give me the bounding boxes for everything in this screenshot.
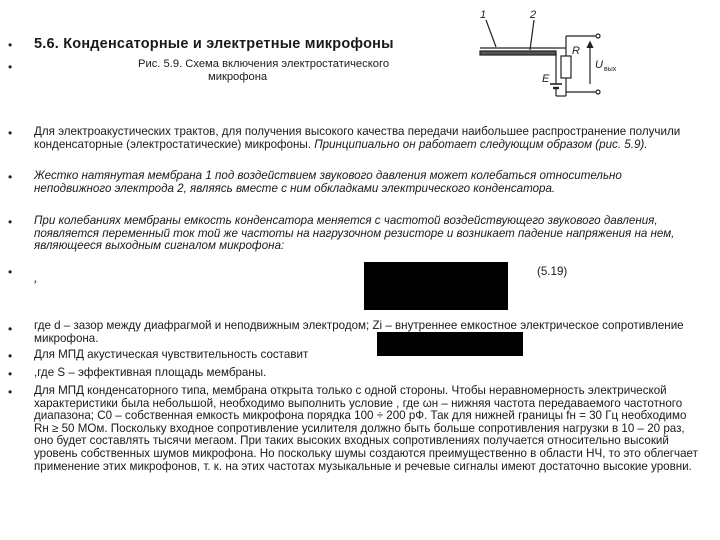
bullet: • <box>8 322 13 336</box>
bullet: • <box>8 349 13 363</box>
label-U-sub: вых <box>604 66 617 73</box>
label-R: R <box>572 45 580 57</box>
bullet: • <box>8 265 13 279</box>
caption-line-2: микрофона <box>208 71 268 83</box>
paragraph-intro <box>34 126 694 151</box>
page-title: 5.6. Конденсаторные и электретные микрофоны <box>34 36 394 52</box>
bullet: • <box>8 367 13 381</box>
label-U: U <box>595 59 603 71</box>
paragraph-sensitivity: Для МПД акустическая чувствительность составит <box>34 348 309 361</box>
resistor <box>561 56 571 78</box>
formula-separator: , <box>34 270 38 285</box>
paragraph-where: где d – зазор между диафрагмой и неподвижным электродом; Zi – внутреннее емкостное электрическое сопротивление микрофона. <box>34 319 684 345</box>
bullet: • <box>8 126 13 140</box>
label-2: 2 <box>530 9 537 21</box>
caption-line-1: Рис. 5.9. Схема включения электростатического <box>138 58 390 70</box>
paragraph-capacitance: При колебаниях мембраны емкость конденсатора меняется с частотой воздействующего звукового давления, появляется переменный ток той же частоты на нагрузочном резисторе и возникает падение напряжения на нем, являющееся выходным сигналом микрофона: <box>34 214 675 253</box>
paragraph-intro-italic: Принципиально он работает следующим образом (рис. 5.9). <box>314 137 648 151</box>
equation-number: (5.19) <box>537 265 568 278</box>
bullet: • <box>8 385 13 399</box>
bullet: • <box>8 170 13 184</box>
formula-image-placeholder <box>364 262 508 310</box>
paragraph-membrane: Жестко натянутая мембрана 1 под воздействием звукового давления может колебаться относительно неподвижного электрода 2, являясь вместе с ним обкладками электрического конденсатора. <box>34 169 622 195</box>
paragraph-intro-text: Для электроакустических трактов, для получения высокого качества передачи наибольшее распространение получили конденсаторные (электростатические) микрофоны. <box>34 125 681 151</box>
microphone-circuit-diagram <box>470 6 620 108</box>
bullet: • <box>8 38 13 52</box>
fixed-electrode <box>480 51 556 55</box>
bullet: • <box>8 215 13 229</box>
bullet: • <box>8 60 13 74</box>
paragraph-condition: Для МПД конденсаторного типа, мембрана открыта только с одной стороны. Чтобы неравномерность электрической характеристики была небольшой, необходимо выполнить условие , где ωн – нижняя частота передаваемого частотного диапазона; С0 – собственная емкость микрофона порядка 100 ÷ 200 рФ. Так для нижней границы fн = 30 Гц необходимо Rн ≥ 50 МОм. Поскольку входное сопротивление усилителя должно быть больше сопротивления нагрузки в 10 – 20 раз, оно будет составлять тысячи мегаом. При таких высоких входных сопротивлениях получается относительно высокий уровень собственных шумов микрофона. Но поскольку шумы создаются преимущественно в области НЧ, то это облегчает применение этих микрофонов, т. к. на этих частотах музыкальные и речевые сигналы имеют достаточно высокие уровни. <box>34 384 698 473</box>
paragraph-area: ,где S – эффективная площадь мембраны. <box>34 366 267 379</box>
figure-caption <box>138 58 448 84</box>
label-1: 1 <box>480 9 487 21</box>
label-E: E <box>542 73 550 85</box>
